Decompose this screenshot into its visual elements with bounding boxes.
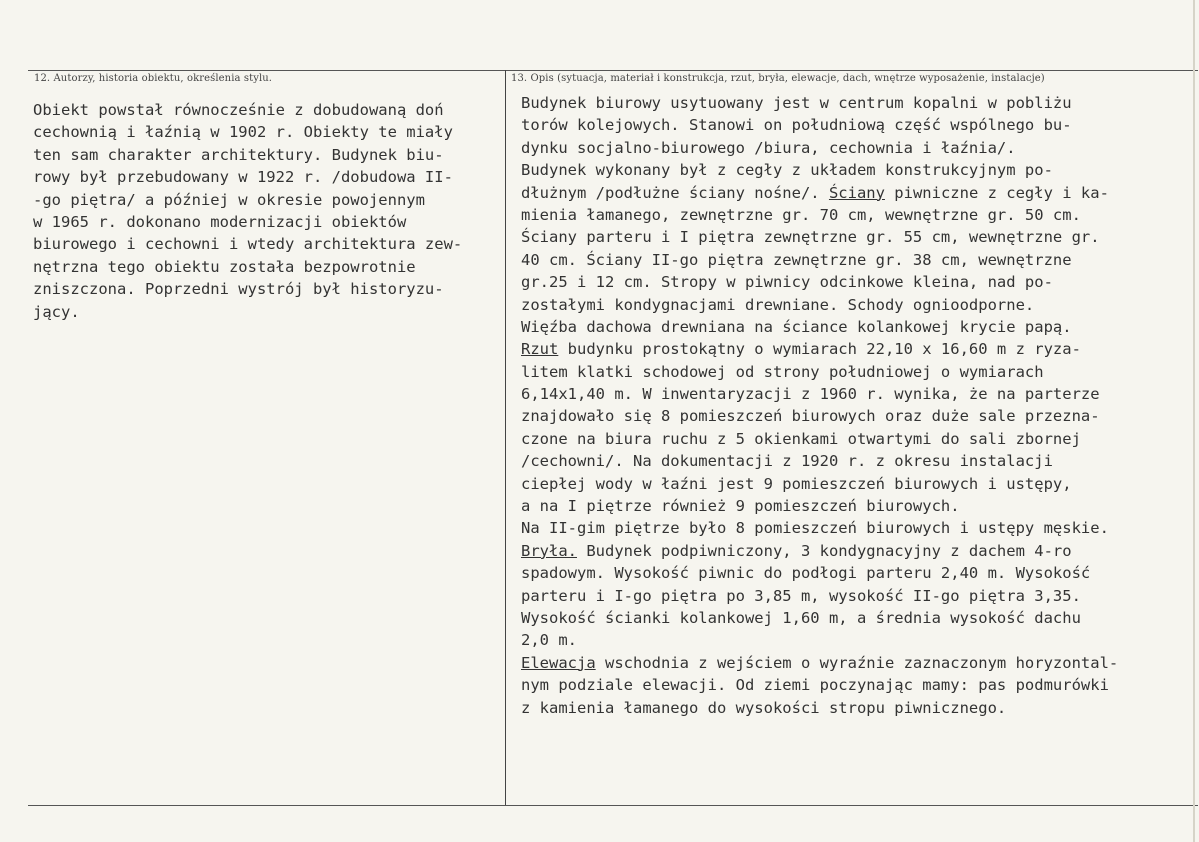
text-line: ciepłej wody w łaźni jest 9 pomieszczeń biurowych i ustępy, (521, 474, 1072, 493)
page-edge (1193, 0, 1195, 842)
underlined-keyword: Bryła. (521, 541, 577, 560)
text-line: gr.25 i 12 cm. Stropy w piwnicy odcinkowe kleina, nad po- (521, 273, 1053, 292)
text-line: jący. (33, 302, 80, 321)
text-line: Rzut budynku prostokątny o wymiarach 22,10 x 16,60 m z ryza- (521, 340, 1081, 359)
text-line: 2,0 m. (521, 631, 577, 650)
text-line: z kamienia łamanego do wysokości stropu piwnicznego. (521, 698, 1007, 717)
left-section-body (33, 99, 462, 323)
text-line: zniszczona. Poprzedni wystrój był historyzu- (33, 280, 444, 299)
text-line: Budynek biurowy usytuowany jest w centrum kopalni w pobliżu (521, 94, 1072, 112)
text-line: 40 cm. Ściany II-go piętra zewnętrzne gr. 38 cm, wewnętrzne (521, 250, 1072, 269)
text-line: dynku socjalno-biurowego /biura, cechownia i łaźnia/. (521, 138, 1016, 157)
text-line: /cechowni/. Na dokumentacji z 1920 r. z okresu instalacji (521, 452, 1053, 471)
right-section-body (521, 92, 1118, 719)
text-line: -go piętra/ a później w okresie powojennym (33, 190, 425, 209)
text-line: Wysokość ścianki kolankowej 1,60 m, a średnia wysokość dachu (521, 608, 1081, 627)
text-line: torów kolejowych. Stanowi on południową część wspólnego bu- (521, 116, 1072, 135)
text-line: Ściany parteru i I piętra zewnętrzne gr. 55 cm, wewnętrzne gr. (521, 228, 1100, 247)
underlined-keyword: Elewacja (521, 653, 596, 672)
text-line: Więźba dachowa drewniana na ściance kolankowej krycie papą. (521, 317, 1072, 336)
text-line: a na I piętrze również 9 pomieszczeń biurowych. (521, 497, 960, 516)
text-line: Budynek wykonany był z cegły z układem konstrukcyjnym po- (521, 161, 1053, 180)
text-line: ten sam charakter architektury. Budynek biu- (33, 145, 444, 164)
text-line: parteru i I-go piętra po 3,85 m, wysokość II-go piętra 3,35. (521, 586, 1081, 605)
bottom-rule (28, 805, 1198, 806)
text-line: nętrzna tego obiektu została bezpowrotnie (33, 257, 416, 276)
underlined-keyword: Rzut (521, 340, 559, 359)
text-line: Elewacja wschodnia z wejściem o wyraźnie zaznaczonym horyzontal- (521, 653, 1119, 672)
text-line: dłużnym /podłużne ściany nośne/. Ściany piwniczne z cegły i ka- (521, 183, 1109, 202)
text-line: Na II-gim piętrze było 8 pomieszczeń biurowych i ustępy męskie. (521, 519, 1109, 538)
text-line: biurowego i cechowni i wtedy architektura zew- (33, 235, 463, 254)
text-line: rowy był przebudowany w 1922 r. /dobudowa II- (33, 168, 453, 187)
right-section-heading: 13. Opis (sytuacja, materiał i konstrukcja, rzut, bryła, elewacje, dach, wnętrze wyposażenie, instalacje) (511, 73, 1045, 84)
text-line: cechownią i łaźnią w 1902 r. Obiekty te miały (33, 123, 453, 142)
top-rule (28, 70, 1198, 71)
text-line: litem klatki schodowej od strony południowej o wymiarach (521, 362, 1044, 381)
text-line: 6,14x1,40 m. W inwentaryzacji z 1960 r. wynika, że na parterze (521, 385, 1100, 404)
column-divider (505, 70, 506, 805)
text-line: znajdowało się 8 pomieszczeń biurowych oraz duże sale przezna- (521, 407, 1100, 426)
text-line: zostałymi kondygnacjami drewniane. Schody ognioodporne. (521, 295, 1035, 314)
text-line: nym podziale elewacji. Od ziemi poczynając mamy: pas podmurówki (521, 676, 1109, 695)
text-line: Obiekt powstał równocześnie z dobudowaną doń (33, 101, 444, 119)
left-section-heading: 12. Autorzy, historia obiektu, określenia stylu. (34, 73, 273, 84)
underlined-keyword: Ściany (828, 183, 885, 202)
text-line: w 1965 r. dokonano modernizacji obiektów (33, 212, 407, 231)
text-line: mienia łamanego, zewnętrzne gr. 70 cm, wewnętrzne gr. 50 cm. (521, 205, 1081, 224)
text-line: spadowym. Wysokość piwnic do podłogi parteru 2,40 m. Wysokość (521, 564, 1091, 583)
text-line: Bryła. Budynek podpiwniczony, 3 kondygnacyjny z dachem 4-ro (521, 541, 1072, 560)
text-line: czone na biura ruchu z 5 okienkami otwartymi do sali zbornej (521, 429, 1081, 448)
